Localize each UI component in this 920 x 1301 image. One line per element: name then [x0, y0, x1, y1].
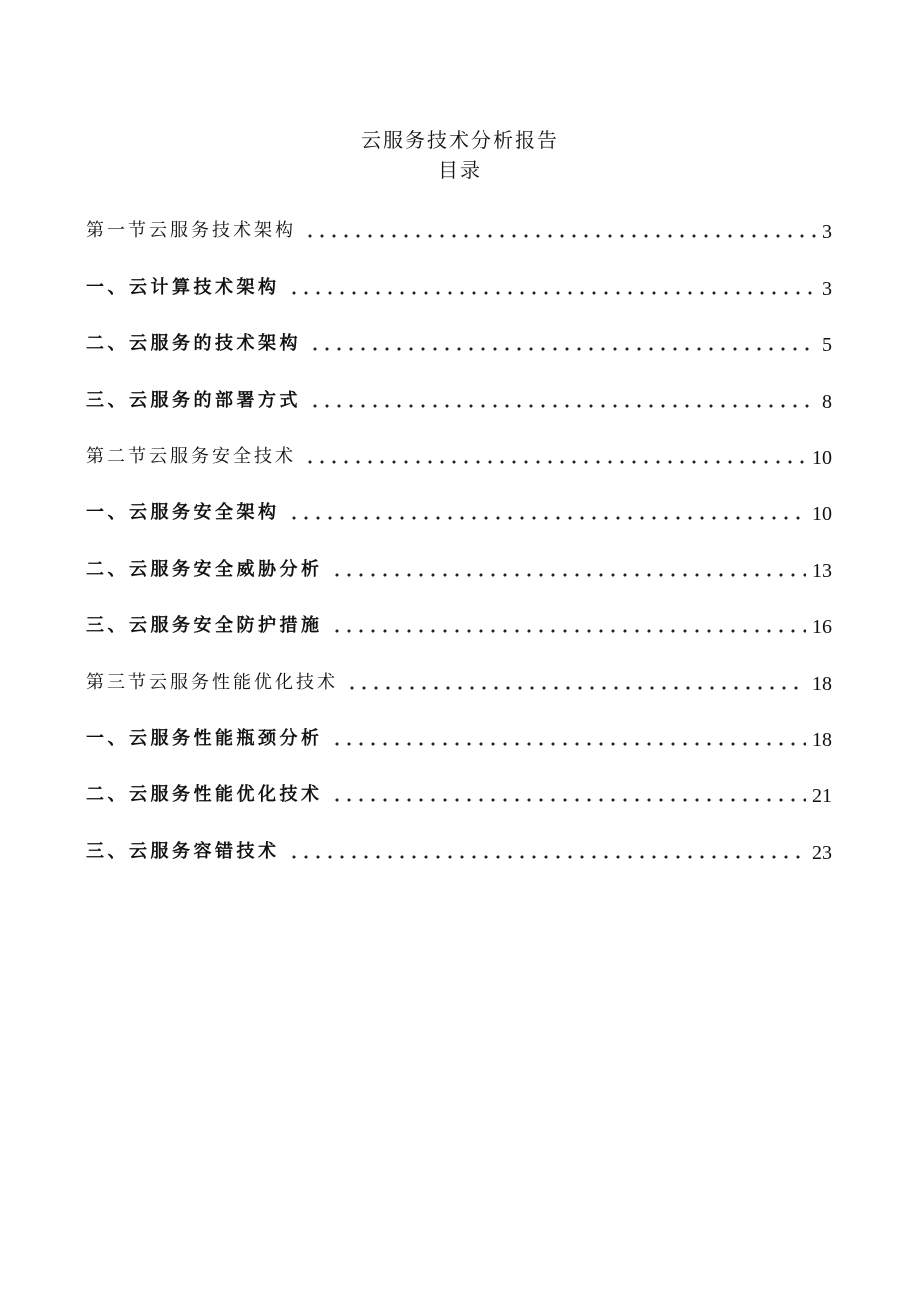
- toc-dot-leader: [309, 347, 816, 351]
- toc-dot-leader: [331, 629, 807, 633]
- toc-entry-label: 一、云服务安全架构: [86, 502, 280, 524]
- toc-dot-leader: [331, 798, 807, 802]
- toc-dot-leader: [288, 855, 807, 859]
- toc-entry-label: 三、云服务的部署方式: [86, 389, 301, 411]
- toc-page-number: 13: [812, 559, 832, 582]
- toc-entry-3-2[interactable]: [86, 770, 832, 826]
- toc-entry-1-2[interactable]: [86, 319, 832, 375]
- toc-page-number: 18: [812, 672, 832, 695]
- toc-entry-2-2[interactable]: [86, 544, 832, 600]
- toc-dot-leader: [304, 234, 816, 238]
- toc-entry-section-2[interactable]: [86, 432, 832, 488]
- toc-page-number: 5: [822, 334, 832, 357]
- toc-entry-section-3[interactable]: [86, 657, 832, 713]
- toc-dot-leader: [346, 686, 806, 690]
- toc-page-number: 3: [822, 221, 832, 244]
- toc-dot-leader: [288, 516, 807, 520]
- toc-dot-leader: [309, 404, 816, 408]
- toc-page-number: 3: [822, 277, 832, 300]
- toc-entry-label: 一、云计算技术架构: [86, 276, 280, 298]
- toc-entry-label: 二、云服务性能优化技术: [86, 784, 323, 806]
- toc-page-number: 21: [812, 785, 832, 808]
- toc-entry-label: 一、云服务性能瓶颈分析: [86, 727, 323, 749]
- toc-page-number: 10: [812, 503, 832, 526]
- toc-entry-1-1[interactable]: [86, 262, 832, 318]
- toc-entry-label: 三、云服务容错技术: [86, 840, 280, 862]
- toc-heading: 目录: [438, 158, 482, 182]
- toc-entry-label: 二、云服务的技术架构: [86, 333, 301, 355]
- toc-entry-label: 第一节云服务技术架构: [86, 220, 296, 242]
- toc-entry-3-1[interactable]: [86, 714, 832, 770]
- toc-page-number: 16: [812, 616, 832, 639]
- toc-entry-label: 第二节云服务安全技术: [86, 445, 296, 467]
- toc-page-number: 10: [812, 446, 832, 469]
- table-of-contents: [86, 206, 832, 883]
- toc-entry-label: 二、云服务安全威胁分析: [86, 558, 323, 580]
- toc-page-number: 18: [812, 728, 832, 751]
- toc-dot-leader: [331, 573, 807, 577]
- toc-entry-label: 第三节云服务性能优化技术: [86, 671, 338, 693]
- toc-page-number: 23: [812, 841, 832, 864]
- toc-entry-label: 三、云服务安全防护措施: [86, 615, 323, 637]
- toc-entry-3-3[interactable]: [86, 826, 832, 882]
- toc-page-number: 8: [822, 390, 832, 413]
- toc-entry-1-3[interactable]: [86, 375, 832, 431]
- document-title: 云服务技术分析报告: [361, 128, 559, 152]
- toc-dot-leader: [331, 742, 807, 746]
- toc-dot-leader: [288, 291, 817, 295]
- toc-entry-section-1[interactable]: [86, 206, 832, 262]
- toc-entry-2-3[interactable]: [86, 601, 832, 657]
- toc-entry-2-1[interactable]: [86, 488, 832, 544]
- toc-dot-leader: [304, 460, 806, 464]
